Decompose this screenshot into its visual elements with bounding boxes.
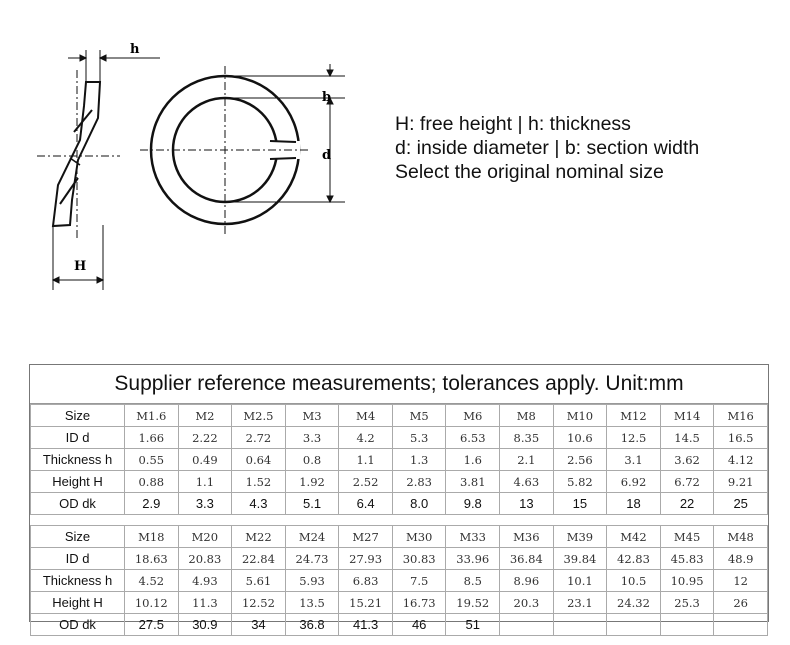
table-cell: 10.95 bbox=[660, 570, 714, 592]
table-cell: M18 bbox=[125, 526, 179, 548]
table-cell: 10.5 bbox=[607, 570, 661, 592]
table-cell: 19.52 bbox=[446, 592, 500, 614]
table-cell: 6.53 bbox=[446, 427, 500, 449]
table-row bbox=[31, 427, 768, 449]
table-cell: 9.21 bbox=[714, 471, 768, 493]
table-cell: 22.84 bbox=[232, 548, 286, 570]
table-cell: 23.1 bbox=[553, 592, 607, 614]
table-cell: 3.3 bbox=[285, 427, 339, 449]
table-cell: M5 bbox=[392, 405, 446, 427]
table-cell: 8.35 bbox=[500, 427, 554, 449]
id-d-row-label: ID d bbox=[31, 548, 125, 570]
table-cell: 0.49 bbox=[178, 449, 232, 471]
table-cell: 4.63 bbox=[500, 471, 554, 493]
size-specification-table bbox=[29, 364, 769, 632]
table-cell: 2.9 bbox=[125, 493, 179, 515]
table-cell: M2.5 bbox=[232, 405, 286, 427]
height-H-row-label: Height H bbox=[31, 471, 125, 493]
table-cell: M30 bbox=[392, 526, 446, 548]
table-cell: 48.9 bbox=[714, 548, 768, 570]
id-d-row-label: ID d bbox=[31, 427, 125, 449]
table-cell: 13.5 bbox=[285, 592, 339, 614]
table-cell: 8.5 bbox=[446, 570, 500, 592]
table-cell: 12 bbox=[714, 570, 768, 592]
table-cell: M42 bbox=[607, 526, 661, 548]
label-H: H bbox=[74, 259, 87, 274]
table-cell: 22 bbox=[660, 493, 714, 515]
table-cell: 1.1 bbox=[339, 449, 393, 471]
table-cell: 45.83 bbox=[660, 548, 714, 570]
table-cell: 4.52 bbox=[125, 570, 179, 592]
thickness-h-row-label: Thickness h bbox=[31, 449, 125, 471]
table-cell: M8 bbox=[500, 405, 554, 427]
table-cell: 10.12 bbox=[125, 592, 179, 614]
table-cell: 1.3 bbox=[392, 449, 446, 471]
table-cell: 25.3 bbox=[660, 592, 714, 614]
table-cell: 0.64 bbox=[232, 449, 286, 471]
table-cell: 4.2 bbox=[339, 427, 393, 449]
table-cell: 30.9 bbox=[178, 614, 232, 636]
table-row bbox=[31, 614, 768, 636]
table-cell: M12 bbox=[607, 405, 661, 427]
table-cell: 4.3 bbox=[232, 493, 286, 515]
table-cell: 5.82 bbox=[553, 471, 607, 493]
table-cell: 14.5 bbox=[660, 427, 714, 449]
table-cell: 12.5 bbox=[607, 427, 661, 449]
table-cell: M6 bbox=[446, 405, 500, 427]
legend-line-1: H: free height | h: thickness bbox=[395, 113, 631, 135]
table-row bbox=[31, 449, 768, 471]
table-row bbox=[31, 493, 768, 515]
table-cell: 13 bbox=[500, 493, 554, 515]
table-row bbox=[31, 526, 768, 548]
table-cell: 15 bbox=[553, 493, 607, 515]
table-cell: 5.3 bbox=[392, 427, 446, 449]
table-cell: 27.5 bbox=[125, 614, 179, 636]
table-cell: 30.83 bbox=[392, 548, 446, 570]
table-cell: M22 bbox=[232, 526, 286, 548]
table-row bbox=[31, 570, 768, 592]
table-cell: M45 bbox=[660, 526, 714, 548]
table-cell bbox=[553, 614, 607, 636]
table-cell: 1.92 bbox=[285, 471, 339, 493]
thickness-h-row-label: Thickness h bbox=[31, 570, 125, 592]
table-cell: 1.6 bbox=[446, 449, 500, 471]
table-cell: 10.6 bbox=[553, 427, 607, 449]
table-cell: 18 bbox=[607, 493, 661, 515]
table-row bbox=[31, 405, 768, 427]
table-cell bbox=[500, 614, 554, 636]
table-cell: 39.84 bbox=[553, 548, 607, 570]
size-row-label: Size bbox=[31, 526, 125, 548]
table-cell: 1.66 bbox=[125, 427, 179, 449]
table-cell: 42.83 bbox=[607, 548, 661, 570]
table-cell: 15.21 bbox=[339, 592, 393, 614]
table-cell: 3.81 bbox=[446, 471, 500, 493]
table-cell: 2.72 bbox=[232, 427, 286, 449]
table-cell: 6.83 bbox=[339, 570, 393, 592]
table-cell: 9.8 bbox=[446, 493, 500, 515]
table-cell: M16 bbox=[714, 405, 768, 427]
table-cell: 26 bbox=[714, 592, 768, 614]
table-cell: 24.32 bbox=[607, 592, 661, 614]
table-row bbox=[31, 592, 768, 614]
table-cell: 6.72 bbox=[660, 471, 714, 493]
table-cell: M2 bbox=[178, 405, 232, 427]
size-row-label: Size bbox=[31, 405, 125, 427]
table-cell: 34 bbox=[232, 614, 286, 636]
table-cell: 20.83 bbox=[178, 548, 232, 570]
table-row bbox=[31, 548, 768, 570]
table-cell: 41.3 bbox=[339, 614, 393, 636]
label-b: b bbox=[322, 90, 332, 105]
table-cell: 0.55 bbox=[125, 449, 179, 471]
dimension-legend bbox=[395, 112, 699, 184]
table-cell: 18.63 bbox=[125, 548, 179, 570]
table-cell: M24 bbox=[285, 526, 339, 548]
table-cell: 3.1 bbox=[607, 449, 661, 471]
table-cell: M48 bbox=[714, 526, 768, 548]
table-cell: 4.93 bbox=[178, 570, 232, 592]
table-cell: 2.22 bbox=[178, 427, 232, 449]
table-cell: M10 bbox=[553, 405, 607, 427]
table-cell: 4.12 bbox=[714, 449, 768, 471]
table-cell: 16.5 bbox=[714, 427, 768, 449]
table-cell: M3 bbox=[285, 405, 339, 427]
table-cell: M4 bbox=[339, 405, 393, 427]
table-cell: 3.3 bbox=[178, 493, 232, 515]
table-cell: M14 bbox=[660, 405, 714, 427]
od-dk-row-label: OD dk bbox=[31, 614, 125, 636]
table-cell: 33.96 bbox=[446, 548, 500, 570]
table-cell: 2.56 bbox=[553, 449, 607, 471]
table-title: Supplier reference measurements; tolerances apply. Unit:mm bbox=[30, 365, 768, 404]
spec-grid bbox=[30, 404, 768, 636]
table-cell: 36.84 bbox=[500, 548, 554, 570]
height-H-row-label: Height H bbox=[31, 592, 125, 614]
table-cell: 1.1 bbox=[178, 471, 232, 493]
table-cell bbox=[607, 614, 661, 636]
table-cell: 1.52 bbox=[232, 471, 286, 493]
label-h: h bbox=[130, 42, 140, 57]
label-d: d bbox=[322, 148, 332, 163]
table-cell: M27 bbox=[339, 526, 393, 548]
table-cell: 7.5 bbox=[392, 570, 446, 592]
table-cell: 6.4 bbox=[339, 493, 393, 515]
legend-line-2: d: inside diameter | b: section width bbox=[395, 137, 700, 159]
table-cell: 3.62 bbox=[660, 449, 714, 471]
table-cell: M36 bbox=[500, 526, 554, 548]
table-cell: 2.83 bbox=[392, 471, 446, 493]
table-cell: M1.6 bbox=[125, 405, 179, 427]
table-cell: M33 bbox=[446, 526, 500, 548]
table-row bbox=[31, 471, 768, 493]
table-cell: 5.1 bbox=[285, 493, 339, 515]
table-cell bbox=[660, 614, 714, 636]
table-cell: 5.93 bbox=[285, 570, 339, 592]
table-cell: 2.1 bbox=[500, 449, 554, 471]
table-cell: 8.96 bbox=[500, 570, 554, 592]
table-cell: 51 bbox=[446, 614, 500, 636]
od-dk-row-label: OD dk bbox=[31, 493, 125, 515]
table-cell: 5.61 bbox=[232, 570, 286, 592]
table-cell: 25 bbox=[714, 493, 768, 515]
table-cell bbox=[714, 614, 768, 636]
table-cell: M39 bbox=[553, 526, 607, 548]
table-cell: 12.52 bbox=[232, 592, 286, 614]
table-cell: 16.73 bbox=[392, 592, 446, 614]
table-cell: 8.0 bbox=[392, 493, 446, 515]
table-cell: 2.52 bbox=[339, 471, 393, 493]
table-cell: 20.3 bbox=[500, 592, 554, 614]
table-cell: 24.73 bbox=[285, 548, 339, 570]
table-cell: 6.92 bbox=[607, 471, 661, 493]
table-cell: 46 bbox=[392, 614, 446, 636]
table-cell: 10.1 bbox=[553, 570, 607, 592]
table-cell: 36.8 bbox=[285, 614, 339, 636]
table-cell: 0.8 bbox=[285, 449, 339, 471]
table-cell: M20 bbox=[178, 526, 232, 548]
table-separator bbox=[31, 515, 768, 526]
table-cell: 11.3 bbox=[178, 592, 232, 614]
table-cell: 27.93 bbox=[339, 548, 393, 570]
legend-line-3: Select the original nominal size bbox=[395, 161, 664, 183]
table-cell: 0.88 bbox=[125, 471, 179, 493]
dimension-lines bbox=[53, 50, 160, 290]
